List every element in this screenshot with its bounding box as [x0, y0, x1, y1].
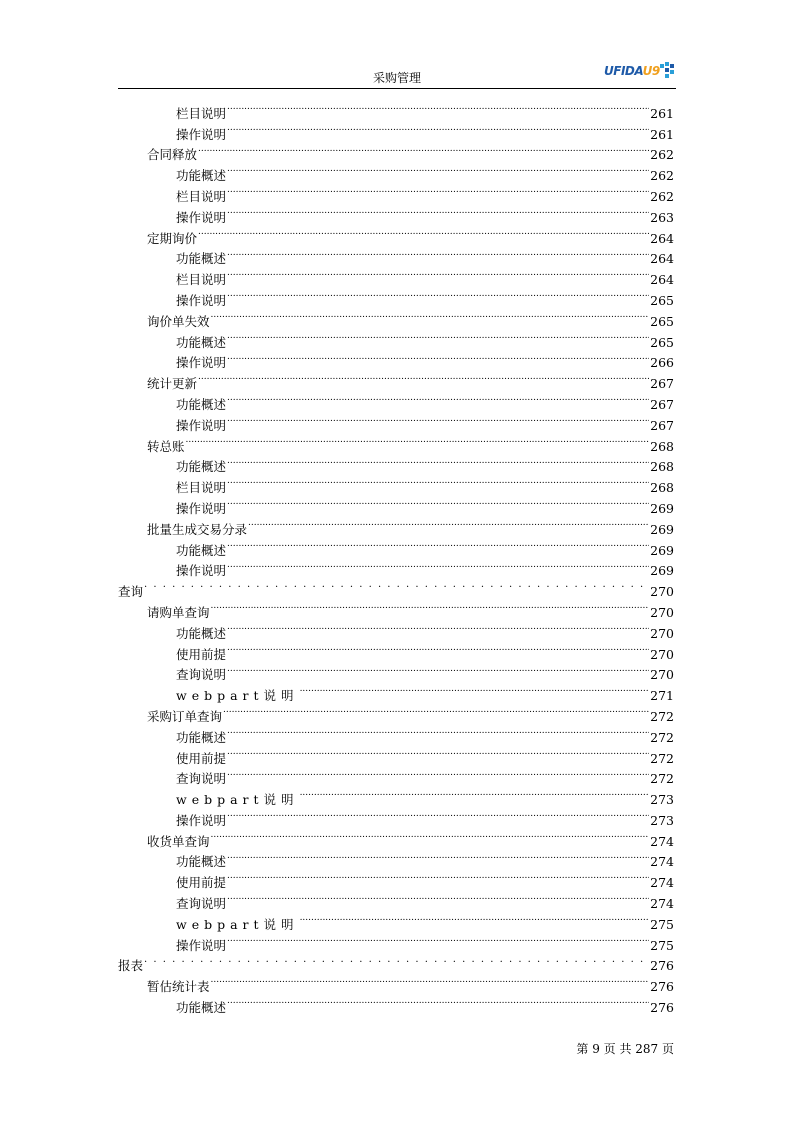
toc-entry[interactable]: [118, 201, 674, 225]
toc-entry-page-number: 270: [650, 667, 674, 683]
toc-entry[interactable]: [118, 617, 674, 641]
toc-entry-label: 操作说明: [176, 126, 227, 142]
toc-leader-dots: [227, 804, 649, 825]
toc-leader-dots: [227, 866, 649, 887]
toc-entry-page-number: 273: [650, 792, 674, 808]
toc-leader-dots: [144, 575, 643, 596]
toc-entry[interactable]: [118, 118, 674, 142]
toc-entry-page-number: 272: [650, 771, 674, 787]
logo-text: [604, 64, 660, 78]
toc-leader-dots: [227, 347, 649, 368]
toc-entry[interactable]: [118, 347, 674, 371]
logo-mark-icon: [660, 62, 674, 78]
toc-entry-page-number: 272: [650, 729, 674, 745]
toc-leader-dots: [227, 326, 649, 347]
toc-entry-label: webpart说明: [176, 792, 299, 808]
toc-entry-page-number: 266: [650, 355, 674, 371]
logo-main: UFIDA: [604, 64, 643, 78]
toc-entry[interactable]: [118, 471, 674, 496]
toc-entry[interactable]: [118, 575, 674, 600]
toc-leader-dots: [248, 513, 649, 534]
toc-entry[interactable]: [118, 284, 674, 308]
toc-entry-page-number: 270: [650, 584, 674, 600]
toc-entry-label: 功能概述: [176, 396, 227, 412]
toc-entry-page-number: 265: [650, 313, 674, 329]
toc-entry-label: webpart说明: [176, 916, 299, 932]
toc-leader-dots: [227, 638, 649, 659]
toc-entry[interactable]: [118, 159, 674, 184]
toc-entry-label: 使用前提: [176, 646, 227, 662]
toc-leader-dots: [227, 534, 649, 555]
toc-leader-dots: [227, 97, 649, 118]
toc-entry-page-number: 274: [650, 896, 674, 912]
toc-entry-page-number: 274: [650, 875, 674, 891]
toc-entry-label: webpart说明: [176, 688, 299, 704]
toc-entry-label: 查询: [118, 584, 144, 600]
toc-entry-label: 合同释放: [147, 147, 198, 163]
toc-entry-label: 操作说明: [176, 209, 227, 225]
toc-leader-dots: [227, 742, 649, 763]
toc-leader-dots: [227, 555, 649, 576]
toc-entry-page-number: 267: [650, 417, 674, 433]
toc-entry-page-number: 272: [650, 708, 674, 724]
toc-entry[interactable]: [118, 388, 674, 412]
toc-leader-dots: [211, 596, 650, 617]
toc-entry[interactable]: [118, 950, 674, 974]
toc-entry-page-number: 274: [650, 833, 674, 849]
toc-entry-page-number: 264: [650, 272, 674, 288]
toc-entry-page-number: 270: [650, 646, 674, 662]
toc-entry-page-number: 273: [650, 812, 674, 828]
toc-entry[interactable]: [118, 783, 674, 808]
toc-entry-page-number: 269: [650, 542, 674, 558]
toc-entry[interactable]: [118, 908, 674, 932]
page-header: [118, 58, 676, 89]
toc-entry-page-number: 261: [650, 105, 674, 121]
toc-entry[interactable]: [118, 243, 674, 267]
toc-leader-dots: [227, 659, 649, 680]
toc-leader-dots: [227, 492, 649, 513]
toc-entry[interactable]: [118, 659, 674, 683]
toc-entry-label: 请购单查询: [147, 604, 210, 620]
toc-entry[interactable]: [118, 451, 674, 475]
toc-entry-page-number: 276: [650, 1000, 674, 1016]
toc-leader-dots: [227, 471, 649, 492]
toc-entry[interactable]: [118, 534, 674, 558]
toc-entry[interactable]: [118, 263, 674, 288]
toc-entry-label: 报表: [118, 958, 144, 974]
toc-entry[interactable]: [118, 825, 674, 849]
toc-leader-dots: [186, 430, 650, 451]
toc-entry-label: 功能概述: [176, 854, 227, 870]
toc-entry-label: 功能概述: [176, 542, 227, 558]
toc-leader-dots: [223, 700, 649, 721]
toc-entry-page-number: 269: [650, 563, 674, 579]
toc-entry[interactable]: [118, 180, 674, 204]
toc-entry-label: 栏目说明: [176, 105, 227, 121]
toc-leader-dots: [198, 139, 649, 160]
toc-entry-label: 查询说明: [176, 667, 227, 683]
toc-entry-label: 功能概述: [176, 251, 227, 267]
toc-entry[interactable]: [118, 222, 674, 246]
toc-entry-label: 功能概述: [176, 729, 227, 745]
toc-leader-dots: [227, 243, 649, 264]
toc-leader-dots: [198, 367, 649, 388]
toc-leader-dots: [227, 284, 649, 305]
toc-entry-page-number: 265: [650, 334, 674, 350]
toc-entry-label: 使用前提: [176, 750, 227, 766]
toc-entry-label: 功能概述: [176, 168, 227, 184]
toc-leader-dots: [227, 763, 649, 784]
toc-entry[interactable]: [118, 721, 674, 745]
toc-entry-page-number: 262: [650, 168, 674, 184]
toc-entry[interactable]: [118, 367, 674, 392]
toc-leader-dots: [227, 721, 649, 742]
toc-leader-dots: [211, 305, 650, 326]
toc-entry-label: 统计更新: [147, 376, 198, 392]
toc-entry-label: 功能概述: [176, 459, 227, 475]
toc-leader-dots: [227, 159, 649, 180]
toc-entry[interactable]: [118, 866, 674, 891]
toc-entry-page-number: 265: [650, 292, 674, 308]
toc-entry-page-number: 267: [650, 376, 674, 392]
toc-entry[interactable]: [118, 700, 674, 724]
toc-leader-dots: [144, 950, 643, 971]
toc-leader-dots: [227, 617, 649, 638]
toc-entry-label: 栏目说明: [176, 272, 227, 288]
toc-leader-dots: [227, 118, 649, 139]
toc-entry-label: 功能概述: [176, 625, 227, 641]
toc-entry-label: 暂估统计表: [147, 979, 210, 995]
toc-entry[interactable]: [118, 409, 674, 433]
toc-entry-page-number: 271: [650, 688, 674, 704]
toc-entry-page-number: 268: [650, 459, 674, 475]
logo-suffix: U9: [642, 64, 660, 78]
toc-entry-label: 操作说明: [176, 355, 227, 371]
toc-entry-page-number: 274: [650, 854, 674, 870]
toc-entry-page-number: 264: [650, 251, 674, 267]
toc-leader-dots: [227, 929, 649, 950]
toc-entry-page-number: 269: [650, 521, 674, 537]
ufida-u9-logo: [604, 60, 674, 82]
toc-entry-page-number: 261: [650, 126, 674, 142]
toc-entry-page-number: 270: [650, 604, 674, 620]
toc-leader-dots: [300, 679, 650, 700]
toc-entry-label: 栏目说明: [176, 480, 227, 496]
toc-entry[interactable]: [118, 804, 674, 828]
toc-entry-page-number: 270: [650, 625, 674, 641]
toc-entry-label: 操作说明: [176, 812, 227, 828]
toc-entry[interactable]: [118, 887, 674, 912]
toc-entry-page-number: 275: [650, 937, 674, 953]
toc-entry-label: 使用前提: [176, 875, 227, 891]
toc-entry-label: 操作说明: [176, 563, 227, 579]
toc-entry[interactable]: [118, 991, 674, 1016]
toc-entry-label: 批量生成交易分录: [147, 521, 248, 537]
toc-entry[interactable]: [118, 679, 674, 704]
toc-entry-page-number: 262: [650, 188, 674, 204]
page-footer: 第 9 页 共 287 页: [576, 1042, 674, 1056]
toc-entry[interactable]: [118, 763, 674, 787]
toc-leader-dots: [211, 825, 650, 846]
toc-entry[interactable]: [118, 638, 674, 662]
toc-entry-label: 操作说明: [176, 500, 227, 516]
toc-entry[interactable]: [118, 555, 674, 579]
toc-entry[interactable]: [118, 513, 674, 537]
toc-entry[interactable]: [118, 596, 674, 620]
toc-entry-label: 栏目说明: [176, 188, 227, 204]
toc-leader-dots: [227, 180, 649, 201]
toc-leader-dots: [300, 783, 650, 804]
toc-entry-label: 功能概述: [176, 334, 227, 350]
toc-entry[interactable]: [118, 929, 674, 953]
toc-entry-page-number: 268: [650, 438, 674, 454]
toc-entry[interactable]: [118, 326, 674, 350]
toc-entry-label: 查询说明: [176, 771, 227, 787]
toc-entry[interactable]: [118, 97, 674, 121]
toc-entry-label: 采购订单查询: [147, 708, 223, 724]
toc-leader-dots: [227, 887, 649, 908]
toc-leader-dots: [227, 991, 649, 1012]
toc-entry-label: 转总账: [147, 438, 185, 454]
toc-entry-label: 询价单失效: [147, 313, 210, 329]
toc-entry[interactable]: [118, 305, 674, 329]
toc-entry-page-number: 276: [650, 958, 674, 974]
toc-entry-page-number: 264: [650, 230, 674, 246]
toc-entry[interactable]: [118, 970, 674, 995]
toc-entry[interactable]: [118, 139, 674, 163]
toc-entry[interactable]: [118, 492, 674, 516]
toc-entry[interactable]: [118, 742, 674, 766]
toc-entry-label: 功能概述: [176, 1000, 227, 1016]
toc-leader-dots: [227, 263, 649, 284]
toc-entry-label: 收货单查询: [147, 833, 210, 849]
toc-entry-label: 定期询价: [147, 230, 198, 246]
toc-entry-page-number: 263: [650, 209, 674, 225]
toc-entry-page-number: 275: [650, 916, 674, 932]
toc-entry[interactable]: [118, 430, 674, 454]
toc-entry[interactable]: [118, 846, 674, 870]
toc-leader-dots: [227, 451, 649, 472]
toc-leader-dots: [300, 908, 650, 929]
toc-entry-page-number: 268: [650, 480, 674, 496]
table-of-contents: [118, 97, 674, 1016]
toc-leader-dots: [198, 222, 649, 243]
toc-entry-page-number: 267: [650, 396, 674, 412]
toc-leader-dots: [227, 846, 649, 867]
toc-entry-label: 查询说明: [176, 896, 227, 912]
toc-leader-dots: [227, 409, 649, 430]
toc-entry-label: 操作说明: [176, 292, 227, 308]
toc-entry-page-number: 269: [650, 500, 674, 516]
toc-entry-page-number: 276: [650, 979, 674, 995]
header-title: 采购管理: [372, 71, 421, 85]
toc-leader-dots: [227, 388, 649, 409]
toc-entry-label: 操作说明: [176, 937, 227, 953]
toc-entry-label: 操作说明: [176, 417, 227, 433]
toc-entry-page-number: 262: [650, 147, 674, 163]
toc-entry-page-number: 272: [650, 750, 674, 766]
toc-leader-dots: [211, 970, 650, 991]
toc-leader-dots: [227, 201, 649, 222]
